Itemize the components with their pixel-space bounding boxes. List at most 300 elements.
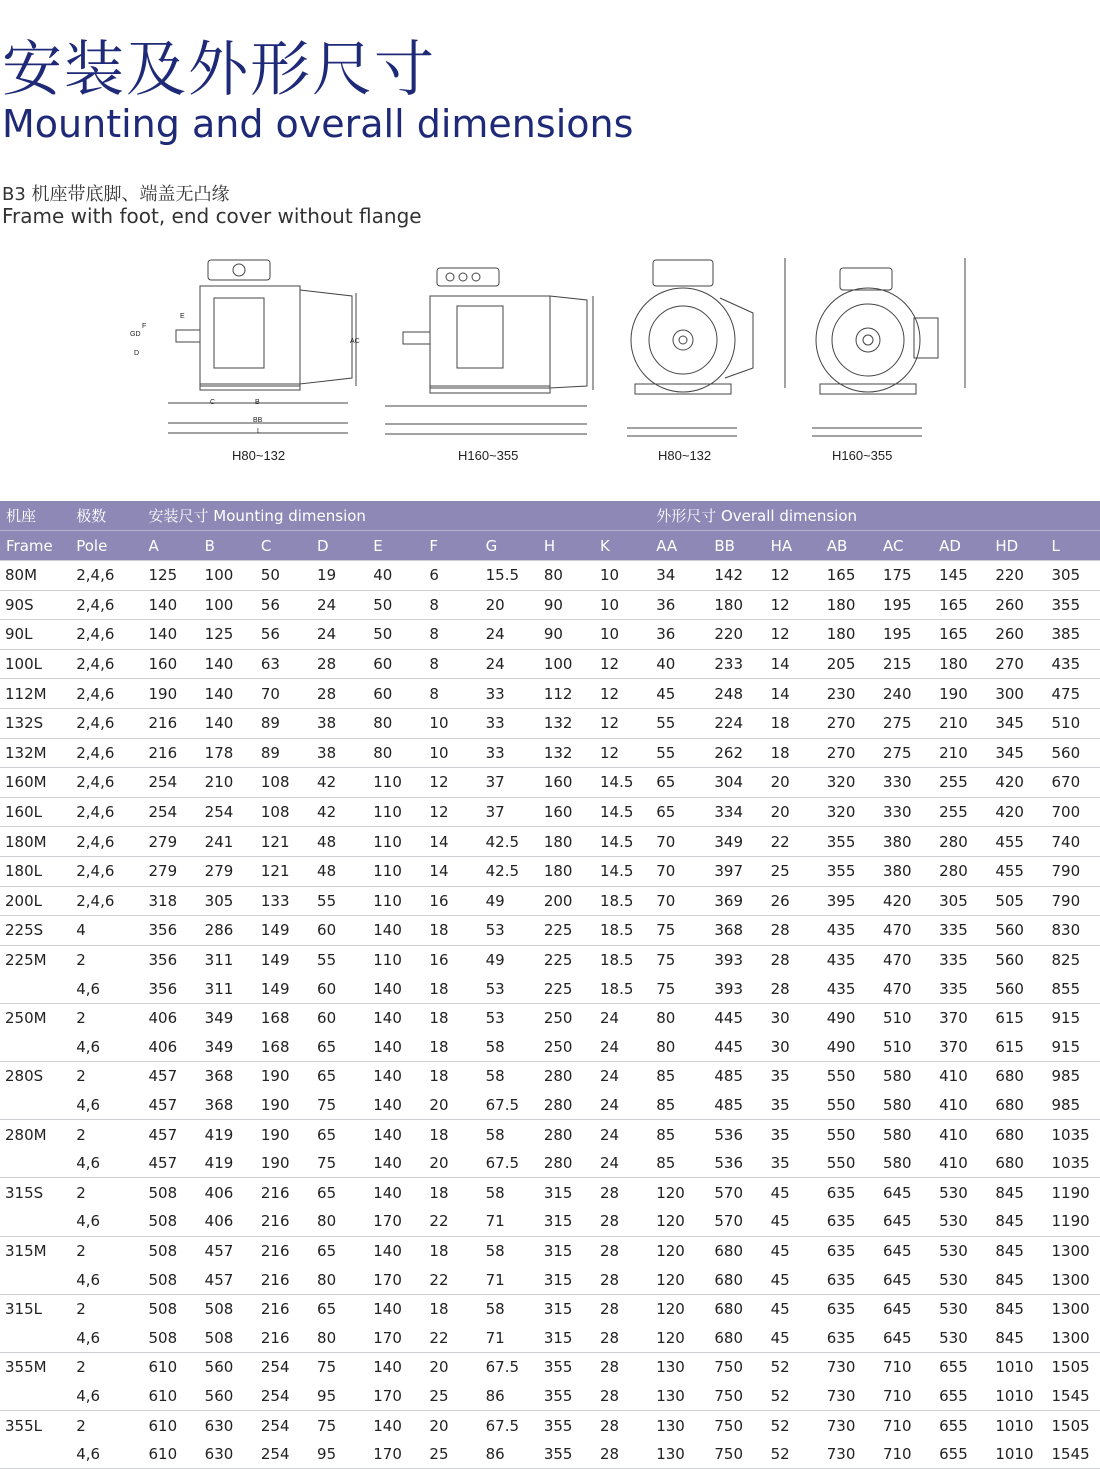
value-cell: 110 bbox=[367, 945, 423, 974]
value-cell: 55 bbox=[311, 945, 367, 974]
value-cell: 260 bbox=[989, 620, 1045, 650]
column-header-ha: HA bbox=[765, 531, 821, 561]
value-cell: 318 bbox=[142, 886, 198, 916]
value-cell: 370 bbox=[939, 1037, 968, 1056]
value-cell: 35 bbox=[770, 1095, 790, 1114]
column-header-c: C bbox=[255, 531, 311, 561]
table-row bbox=[0, 590, 1100, 620]
value-cell: 120 bbox=[650, 1178, 708, 1207]
value-cell: 71 bbox=[485, 1270, 505, 1289]
value-cell: 536 bbox=[708, 1120, 764, 1149]
value-cell: 216 bbox=[142, 708, 198, 738]
table-row bbox=[0, 974, 1100, 1003]
side-view-small-drawing bbox=[120, 238, 360, 443]
value-cell: 315 bbox=[538, 1178, 594, 1207]
value-cell: 305 bbox=[1046, 561, 1100, 591]
table-row bbox=[0, 1178, 1100, 1207]
value-cell: 60 bbox=[367, 649, 423, 679]
value-cell: 52 bbox=[770, 1386, 790, 1405]
value-cell: 33 bbox=[480, 708, 538, 738]
value-cell: 100 bbox=[538, 649, 594, 679]
value-cell: 190 bbox=[142, 679, 198, 709]
value-cell: 410 bbox=[939, 1095, 968, 1114]
column-header-bb: BB bbox=[708, 531, 764, 561]
value-cell: 420 bbox=[989, 768, 1045, 798]
value-cell: 730 bbox=[826, 1386, 856, 1405]
value-cell: 67.5 bbox=[480, 1353, 538, 1382]
value-cell: 50 bbox=[255, 561, 311, 591]
value-cell: 216 bbox=[260, 1270, 290, 1289]
front-view-large-drawing bbox=[810, 238, 980, 443]
value-cell: 730 bbox=[821, 1411, 877, 1440]
pole-cell: 2,4,6 bbox=[70, 827, 142, 857]
value-cell: 419 bbox=[204, 1154, 234, 1173]
value-cell: 8 bbox=[423, 649, 479, 679]
value-cell: 530 bbox=[939, 1212, 968, 1231]
value-cell: 53 bbox=[480, 1003, 538, 1032]
value-cell: 28 bbox=[600, 1212, 620, 1231]
value-cell: 14 bbox=[765, 679, 821, 709]
dim-label-gd: GD bbox=[130, 331, 141, 338]
value-cell: 220 bbox=[989, 561, 1045, 591]
value-cell: 55 bbox=[311, 886, 367, 916]
table-row bbox=[0, 1440, 1100, 1469]
side-view-large-drawing bbox=[375, 238, 605, 443]
value-cell: 56 bbox=[255, 590, 311, 620]
value-cell: 395 bbox=[821, 886, 877, 916]
value-cell: 65 bbox=[650, 797, 708, 827]
value-cell: 140 bbox=[367, 1003, 423, 1032]
value-cell: 160 bbox=[538, 797, 594, 827]
value-cell: 254 bbox=[142, 797, 198, 827]
value-cell: 300 bbox=[989, 679, 1045, 709]
value-cell: 65 bbox=[311, 1236, 367, 1265]
value-cell: 508 bbox=[204, 1328, 234, 1347]
value-cell: 855 bbox=[1051, 979, 1081, 998]
value-cell: 730 bbox=[821, 1440, 877, 1469]
value-cell: 490 bbox=[826, 1037, 856, 1056]
value-cell: 393 bbox=[714, 979, 744, 998]
value-cell: 48 bbox=[311, 856, 367, 886]
value-cell: 45 bbox=[765, 1236, 821, 1265]
value-cell: 750 bbox=[708, 1353, 764, 1382]
value-cell: 241 bbox=[199, 827, 255, 857]
value-cell: 630 bbox=[199, 1440, 255, 1469]
value-cell: 71 bbox=[485, 1328, 505, 1347]
value-cell: 475 bbox=[1046, 679, 1100, 709]
dim-label-d: D bbox=[134, 350, 140, 357]
value-cell: 130 bbox=[650, 1411, 708, 1440]
value-cell: 49 bbox=[480, 945, 538, 974]
value-cell: 18 bbox=[423, 1003, 479, 1032]
column-header-d: D bbox=[311, 531, 367, 561]
value-cell: 65 bbox=[311, 1062, 367, 1091]
value-cell: 1505 bbox=[1046, 1353, 1100, 1382]
value-cell: 165 bbox=[933, 590, 989, 620]
value-cell: 120 bbox=[656, 1270, 685, 1289]
column-header-ad: AD bbox=[933, 531, 989, 561]
value-cell: 58 bbox=[480, 1294, 538, 1323]
frame-cell: 315L bbox=[0, 1294, 70, 1323]
pole-cell: 2,4,6 bbox=[70, 738, 142, 768]
dimension-table bbox=[0, 501, 1100, 1469]
value-cell: 36 bbox=[650, 620, 708, 650]
value-cell: 65 bbox=[317, 1037, 337, 1056]
value-cell: 645 bbox=[882, 1270, 912, 1289]
value-cell: 830 bbox=[1046, 916, 1100, 946]
value-cell: 270 bbox=[821, 708, 877, 738]
value-cell: 1010 bbox=[989, 1353, 1045, 1382]
value-cell: 28 bbox=[765, 916, 821, 946]
column-header-pole: Pole bbox=[70, 531, 142, 561]
value-cell: 279 bbox=[199, 856, 255, 886]
value-cell: 190 bbox=[933, 679, 989, 709]
caption-side-large: H160~355 bbox=[458, 448, 519, 463]
value-cell: 70 bbox=[255, 679, 311, 709]
value-cell: 58 bbox=[480, 1178, 538, 1207]
value-cell: 397 bbox=[708, 856, 764, 886]
value-cell: 368 bbox=[708, 916, 764, 946]
header-mounting-dimension: 安装尺寸 Mounting dimension bbox=[142, 501, 650, 531]
value-cell: 1035 bbox=[1051, 1154, 1090, 1173]
value-cell: 210 bbox=[933, 708, 989, 738]
value-cell: 18 bbox=[423, 1120, 479, 1149]
value-cell: 356 bbox=[142, 916, 198, 946]
table-row bbox=[0, 1207, 1100, 1236]
value-cell: 490 bbox=[821, 1003, 877, 1032]
value-cell: 180 bbox=[538, 827, 594, 857]
value-cell: 10 bbox=[594, 561, 650, 591]
value-cell: 10 bbox=[594, 590, 650, 620]
frame-cell: 225M bbox=[0, 945, 70, 974]
frame-cell: 132M bbox=[0, 738, 70, 768]
value-cell: 1300 bbox=[1046, 1294, 1100, 1323]
frame-cell: 280M bbox=[0, 1120, 70, 1149]
value-cell: 560 bbox=[1046, 738, 1100, 768]
value-cell: 24 bbox=[600, 1154, 620, 1173]
value-cell: 985 bbox=[1046, 1062, 1100, 1091]
value-cell: 24 bbox=[594, 1062, 650, 1091]
value-cell: 508 bbox=[142, 1236, 198, 1265]
value-cell: 20 bbox=[480, 590, 538, 620]
value-cell: 406 bbox=[142, 1003, 198, 1032]
value-cell: 345 bbox=[989, 738, 1045, 768]
column-header-l: L bbox=[1046, 531, 1100, 561]
value-cell: 24 bbox=[594, 1003, 650, 1032]
value-cell: 28 bbox=[311, 679, 367, 709]
value-cell: 1190 bbox=[1046, 1178, 1100, 1207]
value-cell: 18.5 bbox=[594, 945, 650, 974]
table-row bbox=[0, 945, 1100, 974]
value-cell: 108 bbox=[255, 768, 311, 798]
value-cell: 34 bbox=[650, 561, 708, 591]
pole-cell: 2,4,6 bbox=[70, 768, 142, 798]
value-cell: 121 bbox=[255, 856, 311, 886]
table-row bbox=[0, 1382, 1100, 1411]
value-cell: 385 bbox=[1046, 620, 1100, 650]
page-title-cn: 安装及外形尺寸 bbox=[2, 35, 436, 105]
subtitle-en: Frame with foot, end cover without flange bbox=[2, 204, 422, 228]
value-cell: 435 bbox=[1046, 649, 1100, 679]
value-cell: 410 bbox=[939, 1154, 968, 1173]
value-cell: 305 bbox=[199, 886, 255, 916]
value-cell: 315 bbox=[538, 1236, 594, 1265]
value-cell: 1010 bbox=[989, 1411, 1045, 1440]
value-cell: 655 bbox=[933, 1353, 989, 1382]
dim-label-c: C bbox=[210, 399, 216, 406]
frame-cell: 112M bbox=[0, 679, 70, 709]
value-cell: 740 bbox=[1046, 827, 1100, 857]
value-cell: 230 bbox=[821, 679, 877, 709]
value-cell: 420 bbox=[989, 797, 1045, 827]
value-cell: 355 bbox=[1046, 590, 1100, 620]
value-cell: 36 bbox=[650, 590, 708, 620]
value-cell: 12 bbox=[765, 561, 821, 591]
value-cell: 845 bbox=[995, 1328, 1024, 1347]
table-row bbox=[0, 886, 1100, 916]
value-cell: 680 bbox=[995, 1095, 1024, 1114]
table-row bbox=[0, 1033, 1100, 1062]
value-cell: 655 bbox=[933, 1440, 989, 1469]
value-cell: 275 bbox=[877, 738, 933, 768]
value-cell: 635 bbox=[826, 1328, 856, 1347]
value-cell: 58 bbox=[485, 1037, 505, 1056]
pole-cell: 2,4,6 bbox=[70, 679, 142, 709]
value-cell: 750 bbox=[708, 1411, 764, 1440]
caption-front-small: H80~132 bbox=[658, 448, 712, 463]
value-cell: 80 bbox=[367, 738, 423, 768]
table-row bbox=[0, 797, 1100, 827]
value-cell: 580 bbox=[882, 1154, 912, 1173]
value-cell: 53 bbox=[480, 916, 538, 946]
value-cell: 190 bbox=[260, 1095, 290, 1114]
value-cell: 1190 bbox=[1051, 1212, 1090, 1231]
value-cell: 140 bbox=[367, 1411, 423, 1440]
pole-cell: 4,6 bbox=[76, 1212, 101, 1231]
value-cell: 25 bbox=[429, 1386, 449, 1405]
value-cell: 80 bbox=[367, 708, 423, 738]
value-cell: 730 bbox=[821, 1353, 877, 1382]
value-cell: 645 bbox=[882, 1328, 912, 1347]
value-cell: 985 bbox=[1051, 1095, 1081, 1114]
caption-front-large: H160~355 bbox=[832, 448, 893, 463]
value-cell: 63 bbox=[255, 649, 311, 679]
caption-side-small: H80~132 bbox=[232, 448, 286, 463]
value-cell: 16 bbox=[423, 945, 479, 974]
value-cell: 645 bbox=[877, 1178, 933, 1207]
value-cell: 140 bbox=[142, 620, 198, 650]
value-cell: 335 bbox=[939, 979, 968, 998]
subtitle-cn: B3 机座带底脚、端盖无凸缘 bbox=[2, 184, 230, 205]
value-cell: 224 bbox=[708, 708, 764, 738]
value-cell: 55 bbox=[650, 708, 708, 738]
value-cell: 35 bbox=[765, 1062, 821, 1091]
value-cell: 140 bbox=[199, 679, 255, 709]
value-cell: 28 bbox=[765, 945, 821, 974]
value-cell: 180 bbox=[708, 590, 764, 620]
value-cell: 90 bbox=[538, 590, 594, 620]
value-cell: 12 bbox=[594, 679, 650, 709]
pole-cell: 4,6 bbox=[76, 1386, 101, 1405]
pole-cell: 2 bbox=[70, 1178, 142, 1207]
table-row bbox=[0, 649, 1100, 679]
frame-cell bbox=[0, 1265, 70, 1294]
value-cell: 435 bbox=[821, 945, 877, 974]
value-cell: 12 bbox=[594, 738, 650, 768]
value-cell: 33 bbox=[480, 738, 538, 768]
value-cell: 406 bbox=[199, 1178, 255, 1207]
value-cell: 20 bbox=[423, 1411, 479, 1440]
value-cell: 550 bbox=[826, 1095, 856, 1114]
value-cell: 58 bbox=[480, 1120, 538, 1149]
value-cell: 710 bbox=[877, 1353, 933, 1382]
value-cell: 20 bbox=[429, 1154, 449, 1173]
value-cell: 110 bbox=[367, 768, 423, 798]
value-cell: 95 bbox=[317, 1386, 337, 1405]
table-row bbox=[0, 1149, 1100, 1178]
value-cell: 645 bbox=[877, 1236, 933, 1265]
value-cell: 205 bbox=[821, 649, 877, 679]
value-cell: 108 bbox=[255, 797, 311, 827]
column-header-k: K bbox=[594, 531, 650, 561]
value-cell: 655 bbox=[933, 1411, 989, 1440]
value-cell: 75 bbox=[650, 916, 708, 946]
frame-cell: 225S bbox=[0, 916, 70, 946]
value-cell: 37 bbox=[480, 797, 538, 827]
value-cell: 485 bbox=[714, 1095, 744, 1114]
value-cell: 915 bbox=[1051, 1037, 1081, 1056]
value-cell: 14.5 bbox=[594, 856, 650, 886]
value-cell: 140 bbox=[199, 708, 255, 738]
value-cell: 190 bbox=[255, 1120, 311, 1149]
value-cell: 330 bbox=[877, 797, 933, 827]
value-cell: 140 bbox=[367, 1120, 423, 1149]
value-cell: 1035 bbox=[1046, 1120, 1100, 1149]
value-cell: 75 bbox=[656, 979, 676, 998]
table-row bbox=[0, 561, 1100, 591]
value-cell: 225 bbox=[538, 916, 594, 946]
value-cell: 216 bbox=[255, 1236, 311, 1265]
frame-cell: 100L bbox=[0, 649, 70, 679]
frame-cell: 200L bbox=[0, 886, 70, 916]
pole-cell: 2,4,6 bbox=[70, 620, 142, 650]
value-cell: 18 bbox=[429, 979, 449, 998]
value-cell: 165 bbox=[933, 620, 989, 650]
value-cell: 355 bbox=[538, 1440, 594, 1469]
value-cell: 71 bbox=[485, 1212, 505, 1231]
value-cell: 170 bbox=[367, 1440, 423, 1469]
value-cell: 16 bbox=[423, 886, 479, 916]
value-cell: 38 bbox=[311, 708, 367, 738]
value-cell: 1300 bbox=[1051, 1328, 1090, 1347]
value-cell: 255 bbox=[933, 768, 989, 798]
value-cell: 149 bbox=[255, 945, 311, 974]
value-cell: 580 bbox=[877, 1120, 933, 1149]
value-cell: 750 bbox=[708, 1440, 764, 1469]
value-cell: 14 bbox=[423, 827, 479, 857]
frame-cell: 355M bbox=[0, 1353, 70, 1382]
value-cell: 180 bbox=[933, 649, 989, 679]
pole-cell: 4,6 bbox=[76, 1095, 101, 1114]
value-cell: 45 bbox=[770, 1212, 790, 1231]
value-cell: 190 bbox=[255, 1062, 311, 1091]
value-cell: 180 bbox=[821, 590, 877, 620]
value-cell: 125 bbox=[142, 561, 198, 591]
value-cell: 52 bbox=[765, 1440, 821, 1469]
value-cell: 270 bbox=[821, 738, 877, 768]
value-cell: 80 bbox=[656, 1037, 676, 1056]
value-cell: 435 bbox=[826, 979, 856, 998]
value-cell: 216 bbox=[260, 1328, 290, 1347]
value-cell: 58 bbox=[480, 1236, 538, 1265]
value-cell: 28 bbox=[594, 1236, 650, 1265]
value-cell: 14 bbox=[765, 649, 821, 679]
value-cell: 18 bbox=[429, 1037, 449, 1056]
value-cell: 24 bbox=[311, 590, 367, 620]
value-cell: 457 bbox=[142, 1062, 198, 1091]
value-cell: 40 bbox=[367, 561, 423, 591]
value-cell: 335 bbox=[933, 916, 989, 946]
value-cell: 510 bbox=[882, 1037, 912, 1056]
value-cell: 250 bbox=[543, 1037, 573, 1056]
value-cell: 1300 bbox=[1046, 1236, 1100, 1265]
table-group-header-row bbox=[0, 501, 1100, 531]
value-cell: 130 bbox=[656, 1386, 685, 1405]
value-cell: 30 bbox=[770, 1037, 790, 1056]
front-view-small-drawing bbox=[625, 238, 800, 443]
value-cell: 580 bbox=[882, 1095, 912, 1114]
value-cell: 254 bbox=[255, 1440, 311, 1469]
value-cell: 37 bbox=[480, 768, 538, 798]
value-cell: 168 bbox=[255, 1003, 311, 1032]
value-cell: 355 bbox=[538, 1411, 594, 1440]
value-cell: 315 bbox=[543, 1328, 573, 1347]
value-cell: 110 bbox=[367, 856, 423, 886]
value-cell: 42 bbox=[311, 768, 367, 798]
value-cell: 12 bbox=[594, 649, 650, 679]
pole-cell: 2,4,6 bbox=[70, 886, 142, 916]
value-cell: 28 bbox=[600, 1328, 620, 1347]
pole-cell: 4,6 bbox=[76, 1270, 101, 1289]
pole-cell: 4,6 bbox=[76, 979, 101, 998]
value-cell: 210 bbox=[933, 738, 989, 768]
value-cell: 14.5 bbox=[594, 827, 650, 857]
value-cell: 100 bbox=[199, 561, 255, 591]
value-cell: 112 bbox=[538, 679, 594, 709]
value-cell: 248 bbox=[708, 679, 764, 709]
value-cell: 12 bbox=[594, 708, 650, 738]
value-cell: 28 bbox=[594, 1294, 650, 1323]
value-cell: 445 bbox=[714, 1037, 744, 1056]
value-cell: 120 bbox=[656, 1328, 685, 1347]
value-cell: 28 bbox=[770, 979, 790, 998]
value-cell: 12 bbox=[423, 768, 479, 798]
value-cell: 240 bbox=[877, 679, 933, 709]
value-cell: 65 bbox=[650, 768, 708, 798]
value-cell: 75 bbox=[317, 1154, 337, 1173]
table-row bbox=[0, 708, 1100, 738]
value-cell: 28 bbox=[594, 1411, 650, 1440]
value-cell: 349 bbox=[204, 1037, 234, 1056]
value-cell: 610 bbox=[142, 1440, 198, 1469]
table-row bbox=[0, 1062, 1100, 1091]
value-cell: 645 bbox=[877, 1294, 933, 1323]
value-cell: 89 bbox=[255, 708, 311, 738]
value-cell: 485 bbox=[708, 1062, 764, 1091]
value-cell: 570 bbox=[708, 1178, 764, 1207]
value-cell: 55 bbox=[650, 738, 708, 768]
table-row bbox=[0, 1323, 1100, 1352]
